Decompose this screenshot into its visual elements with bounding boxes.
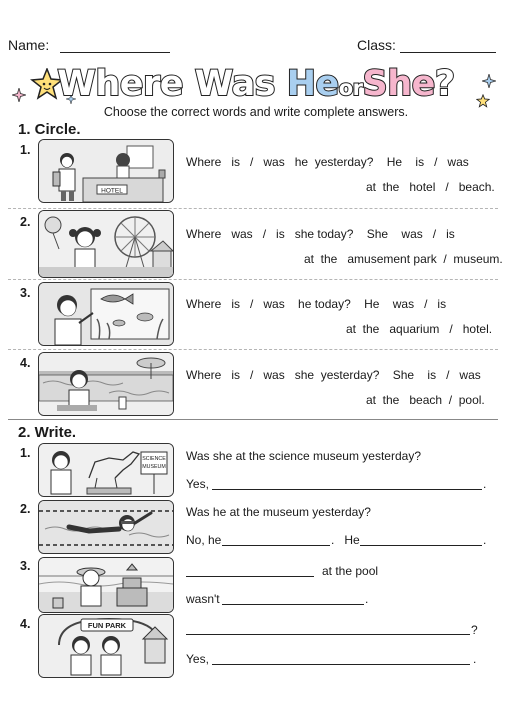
item-number: 3. (20, 286, 31, 300)
question-line2: at the amusement park / museum. (304, 252, 503, 266)
class-field[interactable] (400, 52, 496, 53)
fun-park-picture (38, 614, 174, 678)
item-number: 4. (20, 617, 31, 631)
answer-line[interactable] (222, 604, 364, 605)
answer-end: . (473, 652, 477, 666)
divider (8, 349, 498, 350)
item-number: 4. (20, 356, 31, 370)
title-he: He (286, 64, 339, 104)
science-sign: SCIENCE (142, 456, 166, 462)
beach-picture (38, 557, 174, 613)
fun-park-sign: FUN PARK (87, 621, 127, 630)
question: at the pool (322, 564, 379, 578)
question-line1: Where was / is she today? She was / is (186, 227, 455, 241)
answer-end: . (365, 592, 369, 606)
answer-line[interactable] (212, 489, 482, 490)
section-divider (8, 419, 498, 420)
title-or: or (338, 76, 363, 100)
pool-picture (38, 352, 174, 416)
answer-end: . (483, 533, 487, 547)
title-she: She (362, 64, 435, 104)
answer-line[interactable] (186, 576, 314, 577)
item-number: 1. (20, 143, 31, 157)
hotel-picture (38, 139, 174, 203)
divider (8, 279, 498, 280)
answer-start: Yes, (186, 652, 209, 666)
title-question-mark: ? (434, 64, 455, 104)
question-line2: at the hotel / beach. (366, 180, 495, 194)
swimming-picture (38, 500, 174, 554)
name-label: Name: (8, 37, 50, 53)
question: Was she at the science museum yesterday? (186, 449, 421, 463)
item-number: 2. (20, 215, 31, 229)
instructions: Choose the correct words and write complete answers. (103, 105, 409, 119)
answer-line[interactable] (212, 664, 470, 665)
question-line[interactable] (186, 634, 470, 635)
item-number: 3. (20, 559, 31, 573)
hotel-sign: HOTEL (101, 187, 123, 195)
question: Was he at the museum yesterday? (186, 505, 371, 519)
section1-heading: 1. Circle. (18, 121, 81, 138)
section2-heading: 2. Write. (18, 424, 77, 441)
answer-line[interactable] (222, 545, 330, 546)
aquarium-picture (38, 282, 174, 346)
question-line1: Where is / was he today? He was / is (186, 297, 447, 311)
answer-start: No, he (186, 533, 222, 547)
answer-start: Yes, (186, 477, 209, 491)
science-museum-picture (38, 443, 174, 497)
answer-middle: . He (331, 533, 360, 547)
item-number: 2. (20, 502, 31, 516)
question-line1: Where is / was she yesterday? She is / was (186, 368, 481, 382)
title-part1: Where Was (57, 64, 287, 104)
question-end: ? (471, 623, 478, 637)
item-number: 1. (20, 446, 31, 460)
question-line1: Where is / was he yesterday? He is / was (186, 155, 469, 169)
answer-line[interactable] (360, 545, 482, 546)
question-line2: at the aquarium / hotel. (346, 322, 493, 336)
class-label: Class: (357, 37, 396, 53)
name-field[interactable] (60, 52, 170, 53)
question-line2: at the beach / pool. (366, 393, 485, 407)
divider (8, 208, 498, 209)
amusement-park-picture (38, 210, 174, 278)
answer-start: wasn't (186, 592, 220, 606)
museum-sign: MUSEUM (142, 464, 166, 470)
answer-end: . (483, 477, 487, 491)
